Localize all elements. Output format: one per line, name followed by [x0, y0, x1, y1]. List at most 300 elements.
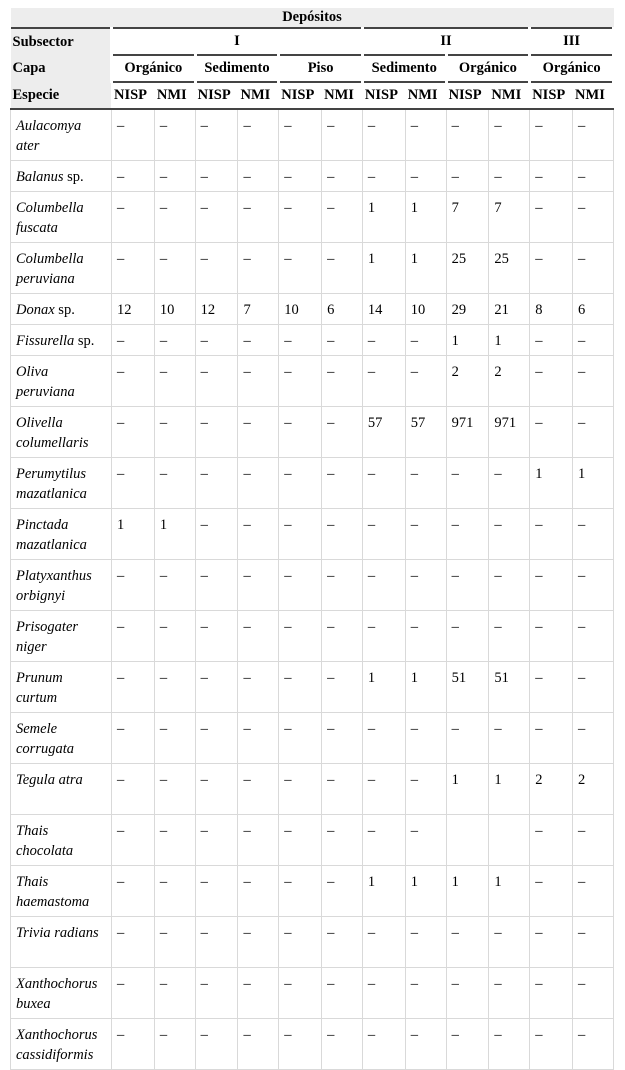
- table-row: [11, 325, 614, 356]
- value-cell: –: [154, 713, 195, 764]
- value-cell: –: [112, 243, 155, 294]
- value-cell: 1: [446, 866, 489, 917]
- species-cell: [11, 161, 112, 192]
- value-cell: –: [530, 109, 573, 161]
- value-cell: 10: [154, 294, 195, 325]
- value-cell: –: [530, 356, 573, 407]
- value-cell: –: [238, 1019, 279, 1070]
- value-cell: –: [195, 560, 238, 611]
- value-cell: –: [573, 866, 614, 917]
- value-cell: –: [279, 917, 322, 968]
- species-name: Trivia radians: [16, 925, 99, 941]
- value-cell: –: [573, 407, 614, 458]
- species-name: Fissurella: [16, 333, 75, 349]
- value-cell: –: [112, 560, 155, 611]
- value-cell: –: [405, 611, 446, 662]
- table-row: [11, 356, 614, 407]
- value-cell: –: [154, 662, 195, 713]
- value-cell: –: [362, 560, 405, 611]
- value-cell: –: [322, 192, 363, 243]
- value-cell: –: [362, 509, 405, 560]
- value-cell: –: [405, 968, 446, 1019]
- value-cell: –: [195, 325, 238, 356]
- value-cell: 12: [112, 294, 155, 325]
- species-name: Xanthochorus buxea: [16, 976, 98, 1012]
- value-cell: –: [238, 192, 279, 243]
- table-row: [11, 764, 614, 815]
- species-name: Prunum curtum: [16, 670, 63, 706]
- value-cell: –: [112, 407, 155, 458]
- value-cell: 25: [489, 243, 530, 294]
- value-cell: –: [362, 764, 405, 815]
- species-suffix: sp.: [54, 302, 75, 318]
- value-cell: –: [530, 866, 573, 917]
- capa-header: Orgánico: [112, 55, 196, 82]
- value-cell: –: [279, 968, 322, 1019]
- value-cell: –: [238, 917, 279, 968]
- species-name: Prisogater niger: [16, 619, 79, 655]
- species-suffix: sp.: [63, 169, 84, 185]
- value-cell: 6: [573, 294, 614, 325]
- value-cell: –: [530, 407, 573, 458]
- value-cell: 7: [446, 192, 489, 243]
- value-cell: –: [112, 325, 155, 356]
- table-row: [11, 192, 614, 243]
- value-cell: 8: [530, 294, 573, 325]
- value-cell: –: [530, 161, 573, 192]
- value-cell: –: [322, 243, 363, 294]
- value-cell: 29: [446, 294, 489, 325]
- value-cell: –: [195, 109, 238, 161]
- value-cell: 7: [489, 192, 530, 243]
- subsector-header: III: [530, 28, 614, 55]
- value-cell: –: [446, 611, 489, 662]
- value-cell: –: [446, 509, 489, 560]
- header-row-depositos: [11, 8, 614, 28]
- value-cell: –: [322, 917, 363, 968]
- value-cell: –: [195, 356, 238, 407]
- value-cell: 14: [362, 294, 405, 325]
- value-cell: –: [530, 968, 573, 1019]
- value-cell: 1: [154, 509, 195, 560]
- measure-header: NMI: [405, 82, 446, 109]
- value-cell: –: [573, 356, 614, 407]
- value-cell: –: [489, 458, 530, 509]
- value-cell: –: [530, 325, 573, 356]
- value-cell: 1: [489, 325, 530, 356]
- value-cell: –: [405, 713, 446, 764]
- value-cell: –: [405, 1019, 446, 1070]
- species-cell: [11, 764, 112, 815]
- value-cell: 1: [405, 662, 446, 713]
- value-cell: 1: [489, 764, 530, 815]
- table-title: Depósitos: [11, 8, 614, 28]
- value-cell: 1: [446, 764, 489, 815]
- value-cell: –: [154, 407, 195, 458]
- value-cell: –: [489, 917, 530, 968]
- value-cell: –: [154, 866, 195, 917]
- value-cell: –: [112, 1019, 155, 1070]
- value-cell: –: [405, 917, 446, 968]
- measure-header: NISP: [446, 82, 489, 109]
- value-cell: 971: [489, 407, 530, 458]
- value-cell: –: [530, 815, 573, 866]
- value-cell: –: [573, 109, 614, 161]
- value-cell: –: [279, 356, 322, 407]
- header-row-capa: [11, 55, 614, 82]
- value-cell: –: [446, 109, 489, 161]
- value-cell: –: [279, 662, 322, 713]
- value-cell: –: [279, 1019, 322, 1070]
- value-cell: [446, 815, 489, 866]
- value-cell: 25: [446, 243, 489, 294]
- measure-header: NISP: [279, 82, 322, 109]
- value-cell: –: [195, 611, 238, 662]
- header-row-subsector: [11, 28, 614, 55]
- value-cell: 57: [405, 407, 446, 458]
- value-cell: –: [279, 764, 322, 815]
- table-row: [11, 713, 614, 764]
- value-cell: –: [195, 458, 238, 509]
- value-cell: –: [154, 161, 195, 192]
- value-cell: –: [322, 458, 363, 509]
- value-cell: –: [238, 161, 279, 192]
- value-cell: 2: [530, 764, 573, 815]
- value-cell: –: [446, 917, 489, 968]
- value-cell: –: [195, 243, 238, 294]
- value-cell: –: [322, 764, 363, 815]
- value-cell: –: [154, 109, 195, 161]
- value-cell: –: [573, 917, 614, 968]
- species-suffix: sp.: [74, 333, 95, 349]
- value-cell: –: [446, 161, 489, 192]
- value-cell: –: [154, 611, 195, 662]
- value-cell: –: [362, 611, 405, 662]
- value-cell: –: [489, 109, 530, 161]
- value-cell: –: [112, 968, 155, 1019]
- value-cell: –: [154, 192, 195, 243]
- value-cell: 1: [446, 325, 489, 356]
- measure-header: NISP: [112, 82, 155, 109]
- value-cell: –: [238, 325, 279, 356]
- value-cell: –: [112, 866, 155, 917]
- species-cell: [11, 407, 112, 458]
- value-cell: –: [279, 713, 322, 764]
- value-cell: –: [322, 713, 363, 764]
- value-cell: –: [573, 968, 614, 1019]
- value-cell: –: [154, 815, 195, 866]
- species-name: Olivella columellaris: [16, 415, 89, 451]
- value-cell: –: [573, 161, 614, 192]
- value-cell: –: [279, 192, 322, 243]
- value-cell: –: [112, 458, 155, 509]
- value-cell: –: [154, 968, 195, 1019]
- species-name: Columbella peruviana: [16, 251, 84, 287]
- species-name: Balanus: [16, 169, 64, 185]
- value-cell: –: [322, 356, 363, 407]
- species-name: Aulacomya ater: [16, 118, 82, 154]
- value-cell: –: [112, 356, 155, 407]
- species-cell: [11, 713, 112, 764]
- table-body: [11, 109, 614, 1070]
- value-cell: –: [322, 968, 363, 1019]
- value-cell: –: [154, 356, 195, 407]
- capa-label: Capa: [11, 55, 112, 82]
- species-cell: [11, 662, 112, 713]
- value-cell: –: [573, 560, 614, 611]
- value-cell: –: [195, 407, 238, 458]
- value-cell: –: [238, 866, 279, 917]
- value-cell: 10: [405, 294, 446, 325]
- value-cell: –: [279, 560, 322, 611]
- value-cell: 2: [489, 356, 530, 407]
- value-cell: –: [195, 713, 238, 764]
- value-cell: –: [279, 407, 322, 458]
- table-row: [11, 560, 614, 611]
- value-cell: –: [530, 662, 573, 713]
- table-row: [11, 611, 614, 662]
- value-cell: –: [322, 109, 363, 161]
- species-name: Thais haemastoma: [16, 874, 90, 910]
- subsector-label: Subsector: [11, 28, 112, 55]
- value-cell: –: [322, 1019, 363, 1070]
- capa-header: Piso: [279, 55, 363, 82]
- value-cell: –: [362, 161, 405, 192]
- value-cell: 6: [322, 294, 363, 325]
- table-header: [11, 8, 614, 109]
- value-cell: –: [573, 325, 614, 356]
- value-cell: –: [279, 611, 322, 662]
- value-cell: –: [362, 458, 405, 509]
- species-cell: [11, 458, 112, 509]
- value-cell: –: [405, 509, 446, 560]
- species-cell: [11, 560, 112, 611]
- subsector-header: II: [362, 28, 529, 55]
- value-cell: –: [279, 325, 322, 356]
- value-cell: 1: [573, 458, 614, 509]
- value-cell: 1: [362, 866, 405, 917]
- measure-header: NISP: [530, 82, 573, 109]
- species-cell: [11, 294, 112, 325]
- value-cell: 1: [362, 192, 405, 243]
- value-cell: –: [362, 325, 405, 356]
- value-cell: –: [238, 662, 279, 713]
- value-cell: –: [195, 1019, 238, 1070]
- value-cell: –: [405, 325, 446, 356]
- value-cell: 12: [195, 294, 238, 325]
- value-cell: –: [362, 713, 405, 764]
- table-row: [11, 294, 614, 325]
- value-cell: –: [279, 161, 322, 192]
- value-cell: –: [573, 662, 614, 713]
- value-cell: –: [489, 509, 530, 560]
- value-cell: –: [238, 407, 279, 458]
- capa-header: Sedimento: [195, 55, 279, 82]
- value-cell: –: [573, 1019, 614, 1070]
- species-cell: [11, 356, 112, 407]
- value-cell: –: [279, 509, 322, 560]
- table-row: [11, 662, 614, 713]
- species-cell: [11, 815, 112, 866]
- measure-header: NISP: [195, 82, 238, 109]
- value-cell: –: [489, 713, 530, 764]
- measure-header: NMI: [322, 82, 363, 109]
- value-cell: –: [195, 509, 238, 560]
- value-cell: –: [112, 161, 155, 192]
- value-cell: –: [279, 866, 322, 917]
- value-cell: –: [530, 243, 573, 294]
- species-name: Perumytilus mazatlanica: [16, 466, 87, 502]
- value-cell: –: [238, 356, 279, 407]
- value-cell: –: [238, 611, 279, 662]
- value-cell: –: [154, 764, 195, 815]
- value-cell: –: [195, 815, 238, 866]
- value-cell: –: [238, 713, 279, 764]
- species-name: Tegula atra: [16, 772, 83, 788]
- species-deposits-table: [10, 8, 615, 1070]
- value-cell: –: [112, 713, 155, 764]
- species-cell: [11, 109, 112, 161]
- value-cell: –: [195, 192, 238, 243]
- measure-header: NISP: [362, 82, 405, 109]
- value-cell: 2: [573, 764, 614, 815]
- measure-header: NMI: [238, 82, 279, 109]
- table-row: [11, 917, 614, 968]
- table-row: [11, 161, 614, 192]
- value-cell: –: [195, 764, 238, 815]
- value-cell: –: [530, 1019, 573, 1070]
- value-cell: –: [112, 815, 155, 866]
- value-cell: 57: [362, 407, 405, 458]
- value-cell: –: [573, 243, 614, 294]
- value-cell: –: [405, 815, 446, 866]
- value-cell: –: [238, 560, 279, 611]
- value-cell: 10: [279, 294, 322, 325]
- capa-header: Orgánico: [530, 55, 614, 82]
- capa-header: Sedimento: [362, 55, 446, 82]
- value-cell: –: [322, 407, 363, 458]
- value-cell: –: [573, 192, 614, 243]
- value-cell: –: [238, 243, 279, 294]
- species-name: Thais chocolata: [16, 823, 74, 859]
- value-cell: –: [362, 815, 405, 866]
- value-cell: –: [362, 356, 405, 407]
- value-cell: –: [322, 560, 363, 611]
- value-cell: –: [112, 917, 155, 968]
- value-cell: 1: [362, 243, 405, 294]
- value-cell: 2: [446, 356, 489, 407]
- value-cell: –: [195, 917, 238, 968]
- value-cell: –: [279, 458, 322, 509]
- value-cell: –: [322, 815, 363, 866]
- value-cell: –: [322, 866, 363, 917]
- value-cell: 1: [405, 192, 446, 243]
- table-row: [11, 407, 614, 458]
- table-row: [11, 815, 614, 866]
- value-cell: –: [195, 161, 238, 192]
- species-name: Pinctada mazatlanica: [16, 517, 87, 553]
- value-cell: –: [446, 1019, 489, 1070]
- species-cell: [11, 611, 112, 662]
- value-cell: 971: [446, 407, 489, 458]
- table-row: [11, 866, 614, 917]
- species-cell: [11, 243, 112, 294]
- value-cell: –: [154, 917, 195, 968]
- value-cell: –: [322, 161, 363, 192]
- especie-label: Especie: [11, 82, 112, 109]
- value-cell: –: [238, 968, 279, 1019]
- measure-header: NMI: [489, 82, 530, 109]
- value-cell: –: [322, 325, 363, 356]
- value-cell: –: [405, 161, 446, 192]
- value-cell: –: [489, 1019, 530, 1070]
- value-cell: –: [446, 458, 489, 509]
- value-cell: 1: [489, 866, 530, 917]
- table-row: [11, 243, 614, 294]
- value-cell: –: [530, 192, 573, 243]
- species-cell: [11, 917, 112, 968]
- value-cell: –: [362, 917, 405, 968]
- value-cell: –: [530, 917, 573, 968]
- value-cell: –: [530, 713, 573, 764]
- species-name: Platyxanthus orbignyi: [16, 568, 92, 604]
- value-cell: –: [154, 243, 195, 294]
- subsector-header: I: [112, 28, 363, 55]
- value-cell: –: [112, 611, 155, 662]
- value-cell: –: [446, 968, 489, 1019]
- value-cell: –: [322, 662, 363, 713]
- header-row-especie: [11, 82, 614, 109]
- species-name: Columbella fuscata: [16, 200, 84, 236]
- species-name: Oliva peruviana: [16, 364, 75, 400]
- value-cell: 1: [405, 866, 446, 917]
- value-cell: –: [322, 611, 363, 662]
- value-cell: –: [154, 1019, 195, 1070]
- table-row: [11, 509, 614, 560]
- value-cell: 21: [489, 294, 530, 325]
- value-cell: –: [405, 109, 446, 161]
- value-cell: –: [195, 968, 238, 1019]
- value-cell: –: [195, 866, 238, 917]
- value-cell: –: [154, 325, 195, 356]
- value-cell: –: [405, 458, 446, 509]
- value-cell: –: [530, 560, 573, 611]
- value-cell: –: [446, 713, 489, 764]
- species-name: Semele corrugata: [16, 721, 74, 757]
- species-name: Donax: [16, 302, 55, 318]
- table-row: [11, 109, 614, 161]
- value-cell: 7: [238, 294, 279, 325]
- value-cell: –: [112, 662, 155, 713]
- measure-header: NMI: [154, 82, 195, 109]
- value-cell: 51: [489, 662, 530, 713]
- value-cell: 1: [405, 243, 446, 294]
- value-cell: –: [405, 560, 446, 611]
- value-cell: –: [279, 815, 322, 866]
- value-cell: –: [238, 764, 279, 815]
- value-cell: –: [238, 109, 279, 161]
- value-cell: –: [112, 764, 155, 815]
- species-cell: [11, 192, 112, 243]
- value-cell: –: [405, 356, 446, 407]
- value-cell: 1: [530, 458, 573, 509]
- value-cell: –: [238, 509, 279, 560]
- table-row: [11, 458, 614, 509]
- value-cell: 1: [112, 509, 155, 560]
- table-row: [11, 1019, 614, 1070]
- measure-header: NMI: [573, 82, 614, 109]
- value-cell: –: [489, 968, 530, 1019]
